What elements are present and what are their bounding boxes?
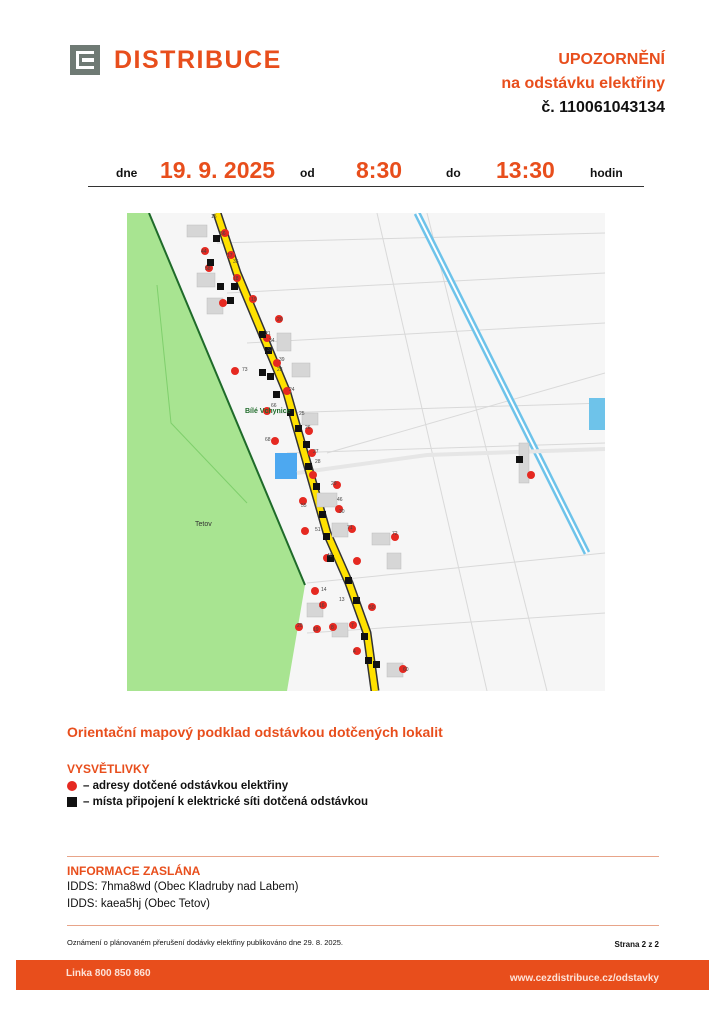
red-dot-icon [67,781,77,791]
house-number-label: 19 [313,627,319,633]
house-number-label: 48 [327,553,333,559]
house-number-label: 50 [369,605,375,611]
house-number-label: 30 [339,509,345,515]
hotline-text: Linka 800 850 860 [66,968,151,979]
od-label: od [300,166,315,180]
house-number-label: 26 [305,425,311,431]
house-number-label: 25 [299,411,305,417]
dne-label: dne [116,166,138,180]
house-number-label: 4 [353,649,356,655]
time-from: 8:30 [356,157,403,183]
do-label: do [446,166,461,180]
legend-connections-text: – místa připojení k elektrické síti dotčená odstávkou [83,796,369,808]
place-label-bile-vchynice: Bílé Vchynice [245,408,291,415]
house-number-label: 35 [233,259,239,265]
notice-subtitle: na odstávku elektřiny [501,75,665,92]
house-number-label: 8 [331,625,334,631]
legend-connections [67,796,368,808]
house-number-label: 15 [211,214,217,220]
notice-heading [501,48,665,120]
map-caption: Orientační mapový podklad odstávkou dotčených lokalit [67,724,443,740]
house-number-label: 46 [337,497,343,503]
page-number: Strana 2 z 2 [614,940,659,949]
house-number-label: 32 [267,347,273,353]
schedule-line [88,150,644,187]
house-number-label: 20 [297,623,303,629]
website-link[interactable]: www.cezdistribuce.cz/odstavky [509,973,659,984]
house-number-label: 23 [277,367,283,373]
footer-bar [16,960,709,990]
house-number-label: 71 [347,525,353,531]
house-number-label: 27 [313,449,319,455]
house-number-label: 68 [265,437,271,443]
house-number-label: 16 [319,603,325,609]
house-number-label: 73 [242,367,248,373]
info-title: INFORMACE ZASLÁNA [67,864,201,878]
house-number-label: 44 [201,249,207,255]
legend-addresses [67,780,288,792]
pond [275,453,297,479]
info-line-1: IDDS: 7hma8wd (Obec Kladruby nad Labem) [67,881,299,893]
company-logo [70,45,282,75]
house-number-label: 72 [392,531,398,537]
house-number-label: 18 [233,276,239,282]
brand-name: DISTRIBUCE [114,45,282,74]
time-to: 13:30 [496,157,555,183]
house-number-label: 58 [205,266,211,272]
map-svg [127,213,605,691]
info-line-2: IDDS: kaea5hj (Obec Tetov) [67,898,210,910]
house-number-label: 24 [289,387,295,393]
house-number-label: 56 [220,231,226,237]
house-number-label: 21 [265,331,271,337]
cez-logo-icon [70,45,100,75]
house-number-label: 20 [277,317,283,323]
house-number-label: 28 [315,459,321,465]
divider [67,856,659,857]
black-square-icon [67,797,77,807]
house-number-label: 14 [321,587,327,593]
published-note: Oznámení o plánovaném přerušení dodávky elektřiny publikováno dne 29. 8. 2025. [67,938,344,947]
house-number-label: 60 [403,667,409,673]
outage-map [127,213,605,691]
house-number-label: 17 [227,253,233,259]
divider [67,925,659,926]
legend-addresses-text: – adresy dotčené odstávkou elektřiny [83,780,289,792]
house-number-label: 29 [331,481,337,487]
house-number-label: 51 [315,527,321,533]
house-number-label: 13 [339,597,345,603]
notice-title: UPOZORNĚNÍ [558,51,665,68]
legend-title: VYSVĚTLIVKY [67,762,150,776]
place-label-tetov: Tetov [195,521,212,528]
house-number-label: 39 [279,357,285,363]
house-number-label: 34 [269,338,275,344]
house-number-label: 7 [351,623,354,629]
outage-date: 19. 9. 2025 [160,157,276,183]
house-number-label: 55 [301,503,307,509]
notice-number: č. 110061043134 [541,99,665,116]
house-number-label: 19 [251,297,257,303]
house-number-label: 66 [271,403,277,409]
hodin-label: hodin [590,166,623,180]
